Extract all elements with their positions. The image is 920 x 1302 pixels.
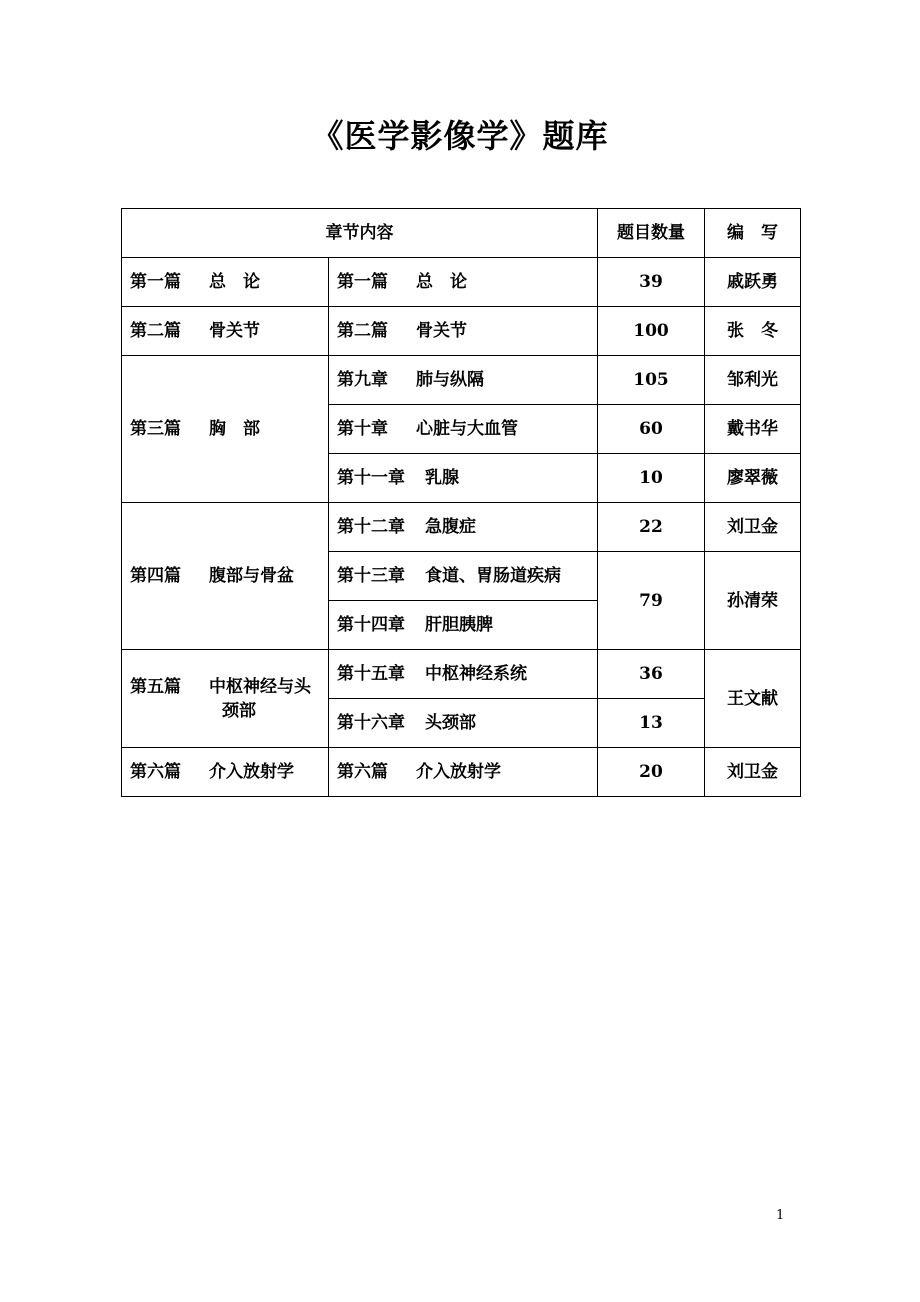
header-content: 章节内容 <box>122 209 598 258</box>
chapter-cell <box>329 650 598 699</box>
author-cell: 邹利光 <box>705 356 801 405</box>
part-name: 腹部与骨盆 <box>209 566 294 586</box>
part-name: 介入放射学 <box>209 762 294 782</box>
chapter-number: 第九章 <box>337 370 388 390</box>
count-cell: 20 <box>598 748 705 797</box>
author-cell: 张 冬 <box>705 307 801 356</box>
part-number: 第一篇 <box>130 272 181 292</box>
table-row <box>122 650 801 699</box>
part-number: 第四篇 <box>130 566 181 586</box>
chapter-number: 第十四章 <box>337 615 405 635</box>
chapter-cell <box>329 699 598 748</box>
header-count: 题目数量 <box>598 209 705 258</box>
author-cell: 王文献 <box>705 650 801 748</box>
chapter-cell <box>329 258 598 307</box>
part-cell <box>122 356 329 503</box>
count-cell: 39 <box>598 258 705 307</box>
part-cell <box>122 307 329 356</box>
author-cell: 戴书华 <box>705 405 801 454</box>
part-number: 第五篇 <box>130 676 181 697</box>
header-author: 编 写 <box>705 209 801 258</box>
count-cell: 79 <box>598 552 705 650</box>
chapter-number: 第十一章 <box>337 468 405 488</box>
part-cell <box>122 748 329 797</box>
part-number: 第六篇 <box>130 762 181 782</box>
chapter-number: 第十五章 <box>337 664 405 684</box>
table-row <box>122 503 801 552</box>
chapter-cell <box>329 503 598 552</box>
count-cell: 36 <box>598 650 705 699</box>
author-cell: 孙清荣 <box>705 552 801 650</box>
page-title: 《医学影像学》题库 <box>311 117 609 155</box>
chapter-number: 第六篇 <box>337 762 388 782</box>
chapter-number: 第一篇 <box>337 272 388 292</box>
chapter-number: 第十二章 <box>337 517 405 537</box>
count-cell: 22 <box>598 503 705 552</box>
chapter-name: 介入放射学 <box>416 762 501 782</box>
part-cell <box>122 503 329 650</box>
table-row <box>122 307 801 356</box>
table-row <box>122 258 801 307</box>
part-line-1 <box>130 675 328 699</box>
chapter-name: 骨关节 <box>416 321 467 341</box>
author-cell: 廖翠薇 <box>705 454 801 503</box>
table-row <box>122 356 801 405</box>
part-number: 第二篇 <box>130 321 181 341</box>
part-name: 总 论 <box>209 272 260 292</box>
chapter-number: 第十章 <box>337 419 388 439</box>
part-cell <box>122 650 329 748</box>
chapter-cell <box>329 748 598 797</box>
page-number: 1 <box>776 1208 785 1223</box>
count-cell: 10 <box>598 454 705 503</box>
author-cell: 刘卫金 <box>705 748 801 797</box>
author-cell: 戚跃勇 <box>705 258 801 307</box>
chapter-name: 肝胆胰脾 <box>425 615 493 635</box>
part-cell <box>122 258 329 307</box>
chapter-number: 第十三章 <box>337 566 405 586</box>
question-bank-table <box>121 208 801 797</box>
part-line-2: 颈部 <box>222 700 256 721</box>
chapter-name: 乳腺 <box>425 468 459 488</box>
count-cell: 13 <box>598 699 705 748</box>
chapter-name: 中枢神经系统 <box>425 664 527 684</box>
count-cell: 100 <box>598 307 705 356</box>
table-row <box>122 748 801 797</box>
part-name: 胸 部 <box>209 419 260 439</box>
chapter-cell <box>329 405 598 454</box>
chapter-cell <box>329 601 598 650</box>
chapter-name: 总 论 <box>416 272 467 292</box>
count-cell: 60 <box>598 405 705 454</box>
chapter-number: 第二篇 <box>337 321 388 341</box>
chapter-cell <box>329 552 598 601</box>
chapter-name: 头颈部 <box>425 713 476 733</box>
chapter-name: 食道、胃肠道疾病 <box>425 566 561 586</box>
table-header-row <box>122 209 801 258</box>
part-name: 中枢神经与头 <box>209 676 311 697</box>
part-name: 骨关节 <box>209 321 260 341</box>
count-cell: 105 <box>598 356 705 405</box>
author-cell: 刘卫金 <box>705 503 801 552</box>
part-number: 第三篇 <box>130 419 181 439</box>
chapter-name: 肺与纵隔 <box>416 370 484 390</box>
chapter-name: 急腹症 <box>425 517 476 537</box>
chapter-cell <box>329 454 598 503</box>
chapter-cell <box>329 307 598 356</box>
chapter-number: 第十六章 <box>337 713 405 733</box>
chapter-cell <box>329 356 598 405</box>
chapter-name: 心脏与大血管 <box>416 419 518 439</box>
